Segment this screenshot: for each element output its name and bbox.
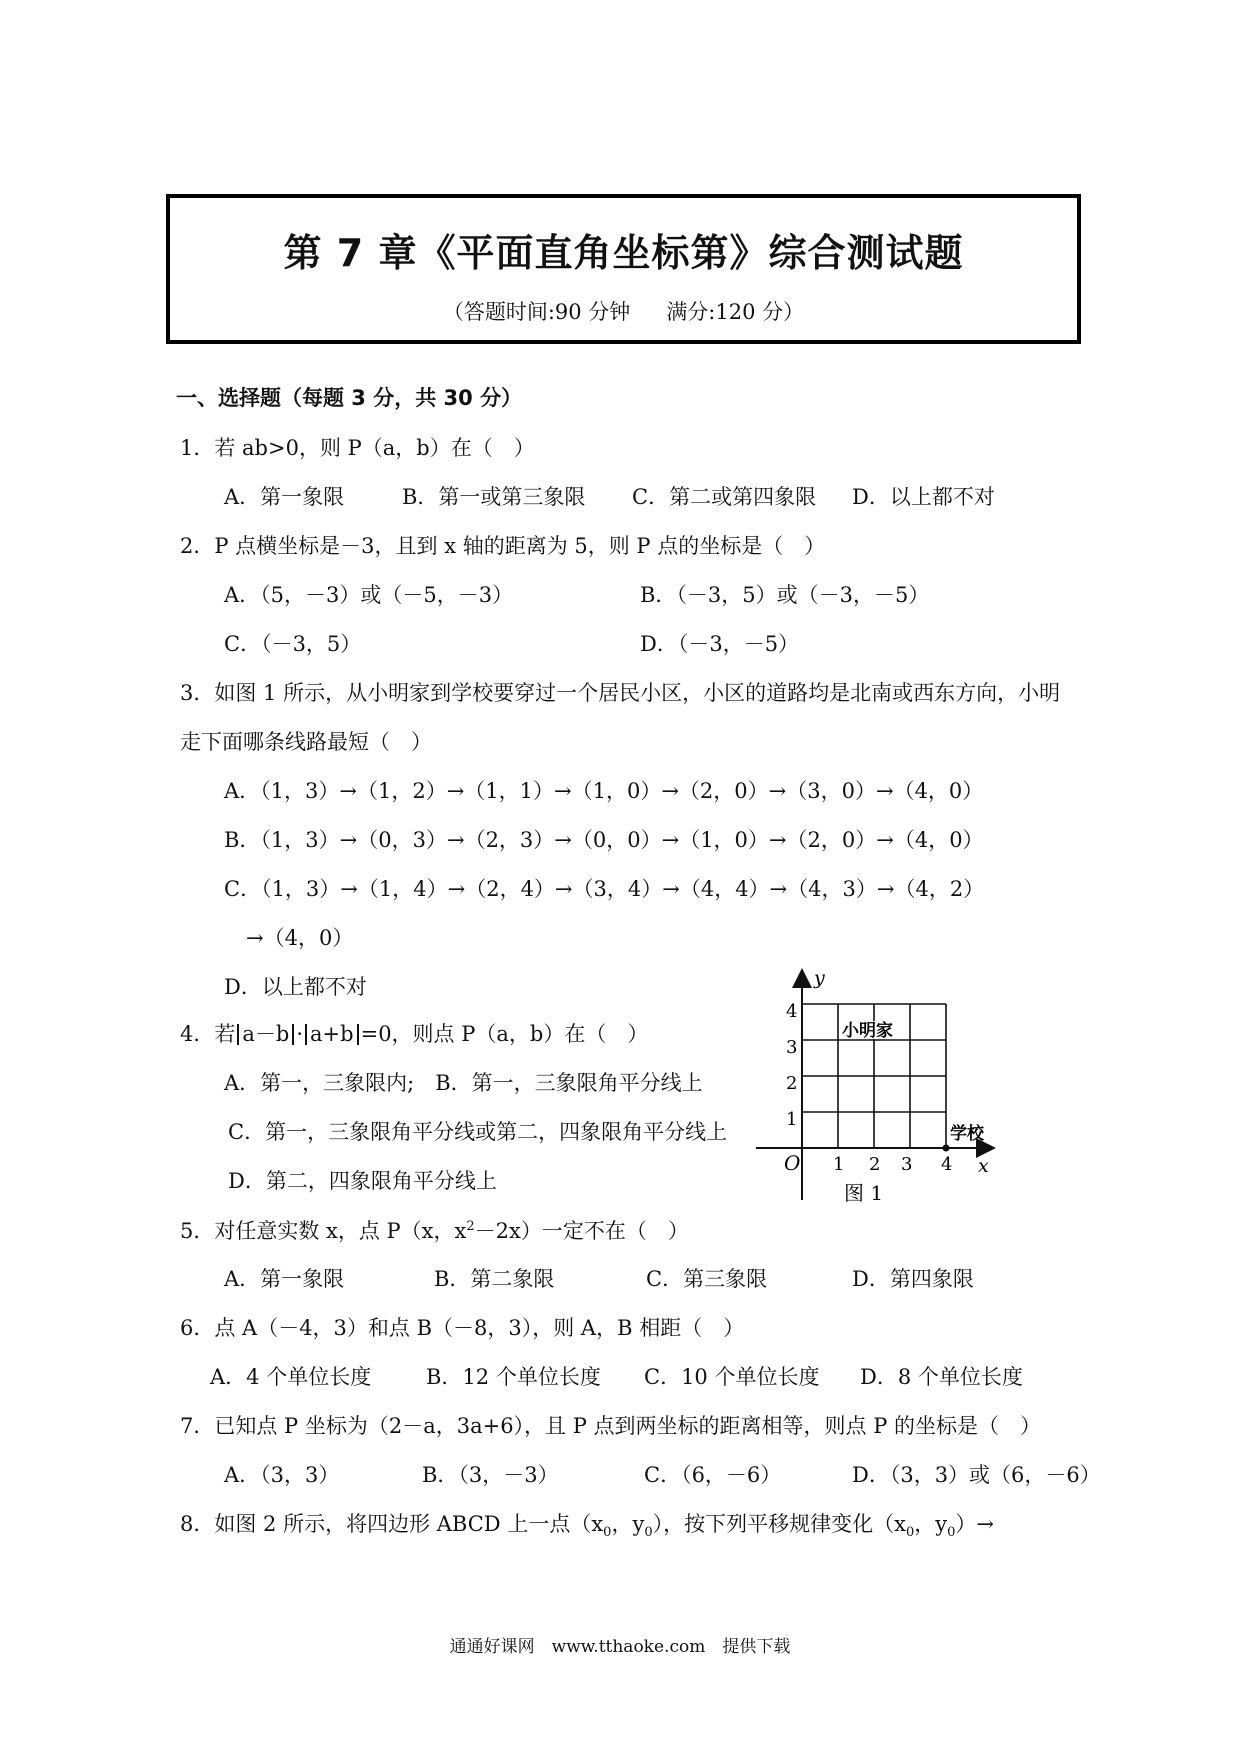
figure-caption: 图 1 [844, 1181, 884, 1205]
x-tick-4: 4 [941, 1154, 953, 1175]
question-4-stem [180, 1024, 648, 1045]
question-1-option-b: B．第一或第三象限 [402, 485, 586, 509]
school-label: 学校 [950, 1124, 984, 1144]
y-tick-3: 3 [786, 1037, 798, 1058]
question-3-stem-cont: 走下面哪条线路最短（ ） [180, 730, 432, 754]
question-6-option-b: B．12 个单位长度 [426, 1365, 601, 1389]
home-label: 小明家 [842, 1021, 893, 1041]
subscript: 0 [905, 1525, 915, 1541]
question-1-option-d: D．以上都不对 [852, 485, 995, 509]
subscript: 0 [644, 1525, 653, 1541]
question-6-stem: 6．点 A（－4，3）和点 B（－8，3），则 A，B 相距（ ） [180, 1316, 745, 1340]
abs-a-minus-b: a－b [237, 1024, 294, 1045]
subscript: 0 [947, 1525, 956, 1541]
question-7-option-d: D．（3，3）或（6，－6） [852, 1463, 1101, 1487]
school-point [943, 1145, 950, 1152]
question-1-option-c: C．第二或第四象限 [632, 485, 817, 509]
question-3-stem: 3．如图 1 所示，从小明家到学校要穿过一个居民小区，小区的道路均是北南或西东方向，小明 [180, 681, 1061, 705]
question-3-option-c: C．（1，3）→（1，4）→（2，4）→（3，4）→（4，4）→（4，3）→（4，2） [224, 877, 985, 901]
question-4-option-d: D．第二，四象限角平分线上 [228, 1169, 497, 1193]
question-2-option-a: A．（5，－3）或（－5，－3） [224, 583, 514, 607]
question-5-stem-b: －2x）一定不在（ ） [474, 1219, 689, 1243]
question-8-part-a: 8．如图 2 所示，将四边形 ABCD 上一点（x [180, 1512, 604, 1536]
question-4-option-c: C．第一，三象限角平分线或第二，四象限角平分线上 [228, 1120, 728, 1144]
question-2-option-b: B．（－3，5）或（－3，－5） [640, 583, 930, 607]
y-axis-label: y [814, 967, 825, 989]
question-8-part-e: ）→ [955, 1512, 994, 1536]
question-4-suffix: =0，则点 P（a，b）在（ ） [360, 1022, 649, 1046]
question-6-option-a: A．4 个单位长度 [210, 1365, 372, 1389]
question-5-option-a: A．第一象限 [224, 1267, 345, 1291]
question-4-prefix: 4．若 [180, 1022, 236, 1046]
dot-operator: · [296, 1022, 304, 1046]
question-5-option-d: D．第四象限 [852, 1267, 974, 1291]
question-1-stem: 1．若 ab>0，则 P（a，b）在（ ） [180, 436, 535, 460]
question-5-stem-a: 5．对任意实数 x，点 P（x，x [180, 1219, 467, 1243]
question-2-stem: 2．P 点横坐标是－3，且到 x 轴的距离为 5，则 P 点的坐标是（ ） [180, 534, 826, 558]
question-5-option-c: C．第三象限 [646, 1267, 768, 1291]
x-tick-1: 1 [833, 1154, 845, 1175]
question-3-option-c-cont: →（4，0） [246, 926, 354, 950]
y-tick-4: 4 [786, 1001, 798, 1022]
question-8-part-d: ，y [914, 1512, 948, 1536]
y-tick-2: 2 [786, 1073, 798, 1094]
question-5-option-b: B．第二象限 [434, 1267, 555, 1291]
question-6-option-c: C．10 个单位长度 [644, 1365, 820, 1389]
superscript: 2 [466, 1219, 475, 1234]
question-8-stem [180, 1514, 994, 1539]
page-title: 第 7 章《平面直角坐标第》综合测试题 [283, 231, 964, 275]
question-3-option-a: A．（1，3）→（1，2）→（1，1）→（1，0）→（2，0）→（3，0）→（4，0） [224, 779, 984, 803]
question-7-stem: 7．已知点 P 坐标为（2－a，3a+6），且 P 点到两坐标的距离相等，则点 P 的坐标是（ ） [180, 1414, 1042, 1438]
question-6-option-d: D．8 个单位长度 [860, 1365, 1023, 1389]
y-tick-1: 1 [786, 1109, 798, 1130]
subscript: 0 [603, 1525, 612, 1541]
title-box [166, 194, 1081, 344]
footer-watermark: 通通好课网 www.tthaoke.com 提供下载 [449, 1637, 791, 1657]
full-score: 满分:120 分） [666, 300, 805, 324]
question-7-option-a: A．（3，3） [224, 1463, 340, 1487]
question-2-option-d: D．（－3，－5） [640, 632, 800, 656]
question-1-option-a: A．第一象限 [224, 485, 345, 509]
exam-info [170, 296, 1077, 326]
x-tick-3: 3 [901, 1154, 913, 1175]
question-2-option-c: C．（－3，5） [224, 632, 362, 656]
x-tick-2: 2 [869, 1154, 881, 1175]
question-7-option-c: C．（6，－6） [644, 1463, 782, 1487]
origin-label: O [784, 1151, 801, 1175]
question-8-part-b: ，y [611, 1512, 645, 1536]
time-limit: （答题时间:90 分钟 [442, 300, 631, 324]
question-8-part-c: ），按下列平移规律变化（x [652, 1512, 906, 1536]
question-3-option-d: D．以上都不对 [224, 975, 367, 999]
question-4-option-ab: A．第一，三象限内; B．第一，三象限角平分线上 [224, 1071, 703, 1095]
question-5-stem [180, 1220, 689, 1242]
question-7-option-b: B．（3，－3） [422, 1463, 559, 1487]
question-3-option-b: B．（1，3）→（0，3）→（2，3）→（0，0）→（1，0）→（2，0）→（4，0） [224, 828, 984, 852]
figure-1 [752, 964, 1012, 1214]
x-axis-label: x [978, 1155, 989, 1177]
section-heading: 一、选择题（每题 3 分，共 30 分） [176, 386, 523, 410]
abs-a-plus-b: a+b [305, 1024, 359, 1045]
